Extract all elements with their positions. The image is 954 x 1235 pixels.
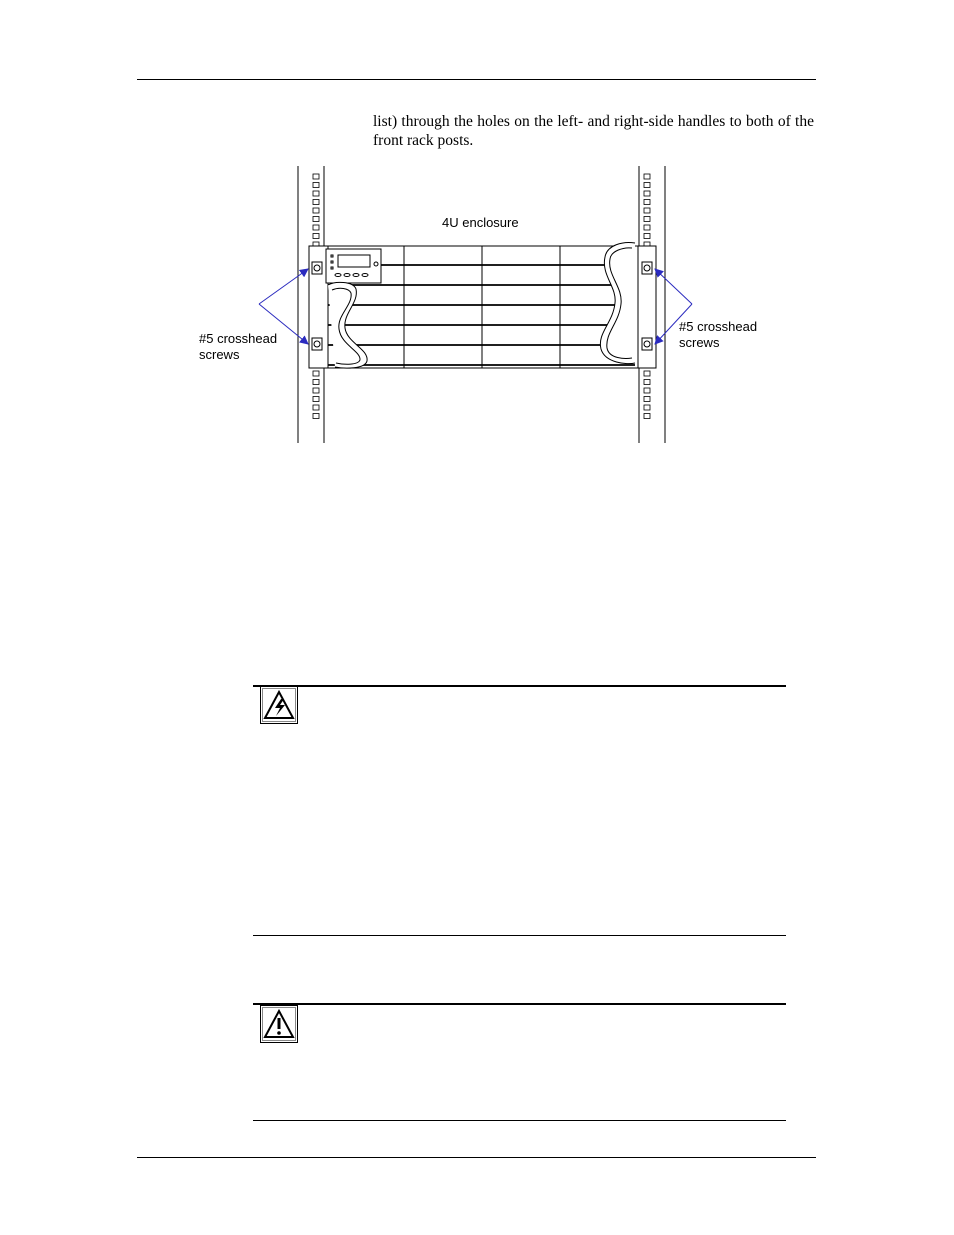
rack-hole [644, 225, 650, 230]
rack-hole [313, 217, 319, 222]
rack-hole [644, 380, 650, 385]
rack-hole [644, 397, 650, 402]
rack-mount-figure [195, 163, 770, 448]
electrical-hazard-icon [260, 686, 298, 724]
rack-hole [313, 191, 319, 196]
rack-hole [644, 208, 650, 213]
rack-hole [644, 405, 650, 410]
rack-hole [313, 371, 319, 376]
rack-hole [644, 217, 650, 222]
rack-hole [644, 414, 650, 419]
right-callout-line1: #5 crosshead [679, 319, 758, 334]
rack-mount-diagram [195, 163, 770, 448]
caution-icon [260, 1005, 298, 1043]
rack-hole [644, 371, 650, 376]
notice-bottom-rule-1 [253, 935, 786, 936]
rack-hole [313, 183, 319, 188]
rack-hole [313, 234, 319, 239]
body-paragraph: list) through the holes on the left- and right-side handles to both of the front rack posts. [373, 113, 814, 149]
rack-hole [313, 397, 319, 402]
rack-hole [644, 200, 650, 205]
rack-hole [313, 225, 319, 230]
rack-hole [644, 183, 650, 188]
rack-hole [313, 405, 319, 410]
rack-hole [644, 174, 650, 179]
rack-hole [313, 380, 319, 385]
rack-hole [644, 191, 650, 196]
enclosure [309, 243, 656, 369]
rack-hole [644, 234, 650, 239]
header-rule [137, 79, 816, 80]
right-callout-line2: screws [679, 335, 720, 350]
left-callout-line2: screws [199, 347, 240, 362]
notice-top-rule-2 [253, 1003, 786, 1005]
rack-hole [313, 174, 319, 179]
enclosure-label: 4U enclosure [442, 215, 519, 230]
rack-hole [313, 388, 319, 393]
left-callout-line1: #5 crosshead [199, 331, 278, 346]
notice-top-rule-1 [253, 685, 786, 687]
rack-hole [313, 414, 319, 419]
notice-bottom-rule-2 [253, 1120, 786, 1121]
rack-hole [313, 208, 319, 213]
rack-hole [313, 200, 319, 205]
rack-hole [644, 388, 650, 393]
footer-rule [137, 1157, 816, 1158]
